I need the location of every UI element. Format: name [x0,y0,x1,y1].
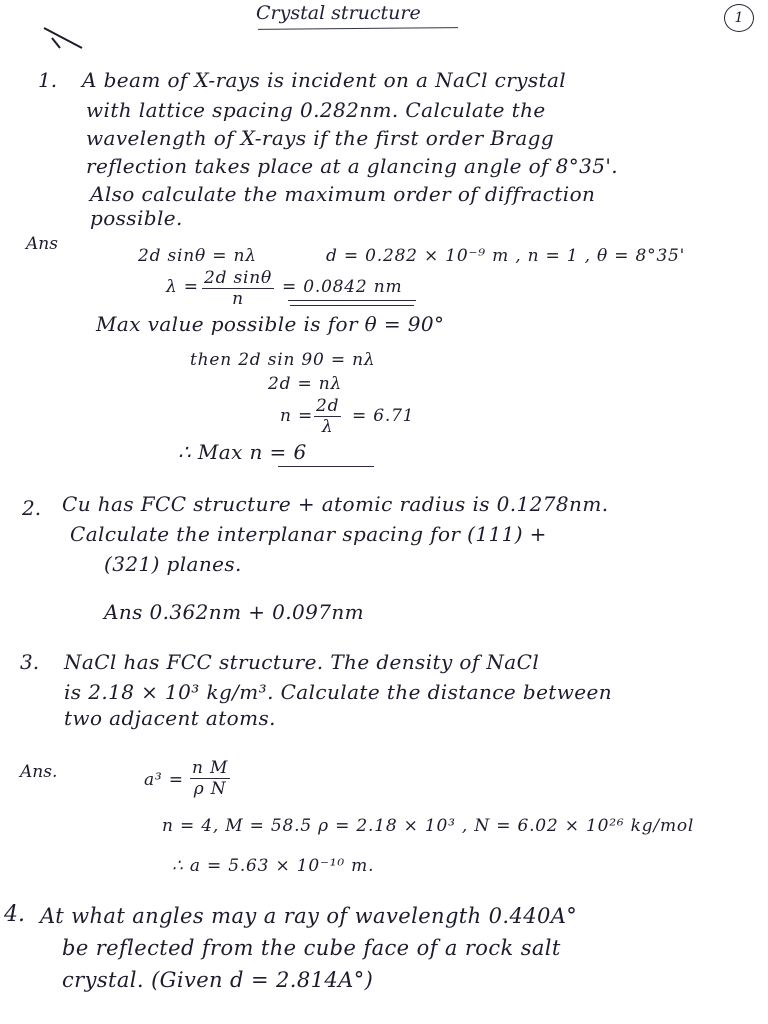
q1-lambda-underline-1 [288,300,416,301]
q3-formula-numerator: n M [192,758,229,778]
q2-line-3: (321) planes. [104,552,242,576]
q1-line-4: reflection takes place at a glancing angle of 8°35'. [86,154,619,178]
q4-line-2: be reflected from the cube face of a rock salt [62,936,561,960]
page-title: Crystal structure [256,2,421,24]
q2-answer: Ans 0.362nm + 0.097nm [104,600,365,624]
q1-n-numerator: 2d [316,396,340,416]
q1-lambda-fraction [202,268,274,309]
q3-line-2: is 2.18 × 10³ kg/m³. Calculate the distance between [64,680,613,704]
q3-number: 3. [20,650,40,674]
q1-lambda-lhs: λ = [166,277,199,297]
q1-line-6: possible. [90,206,183,230]
q1-lambda-result: = 0.0842 nm [282,277,403,297]
q1-line-1: A beam of X-rays is incident on a NaCl crystal [82,68,567,92]
q3-result: ∴ a = 5.63 × 10⁻¹⁰ m. [172,856,375,876]
q1-lambda-numerator: 2d sinθ [204,268,273,288]
q1-then: then 2d sin 90 = nλ [190,350,376,370]
q3-formula-denominator: ρ N [193,779,227,799]
q4-line-1: At what angles may a ray of wavelength 0.440A° [40,904,578,928]
q2-line-1: Cu has FCC structure + atomic radius is 0.1278nm. [62,492,609,516]
q1-step-2: 2d = nλ [268,374,343,394]
q1-lambda-denominator: n [232,289,244,309]
q1-given-values: d = 0.282 × 10⁻⁹ m , n = 1 , θ = 8°35' [326,246,686,266]
q3-formula-fraction [190,758,230,799]
q1-n-fraction [314,396,341,437]
q4-number: 4. [4,902,25,927]
q1-max-n: ∴ Max n = 6 [178,440,307,464]
q1-number: 1. [38,68,58,92]
q1-line-5: Also calculate the maximum order of diffraction [90,182,596,206]
q1-bragg-law: 2d sinθ = nλ [138,246,257,266]
q1-line-2: with lattice spacing 0.282nm. Calculate the [86,98,546,122]
q3-line-3: two adjacent atoms. [64,706,276,730]
q2-number: 2. [22,496,42,520]
page-number: 1 [724,4,754,32]
q1-n-result: = 6.71 [352,406,415,426]
q1-max-n-underline [278,466,374,467]
q1-n-lhs: n = [280,406,313,426]
q2-line-2: Calculate the interplanar spacing for (111) + [70,522,547,546]
q1-lambda-underline-2 [290,305,414,306]
q3-answer-label: Ans. [20,762,58,782]
q1-line-3: wavelength of X-rays if the first order Bragg [86,126,555,150]
q4-line-3: crystal. (Given d = 2.814A°) [62,968,374,992]
q3-values: n = 4, M = 58.5 ρ = 2.18 × 10³ , N = 6.02 × 10²⁶ kg/mol [162,816,695,836]
q1-answer-label: Ans [26,234,58,254]
q1-n-denominator: λ [321,417,334,437]
q1-max-value: Max value possible is for θ = 90° [96,312,445,336]
q3-line-1: NaCl has FCC structure. The density of NaCl [64,650,540,674]
q3-formula-lhs: a³ = [144,770,184,790]
